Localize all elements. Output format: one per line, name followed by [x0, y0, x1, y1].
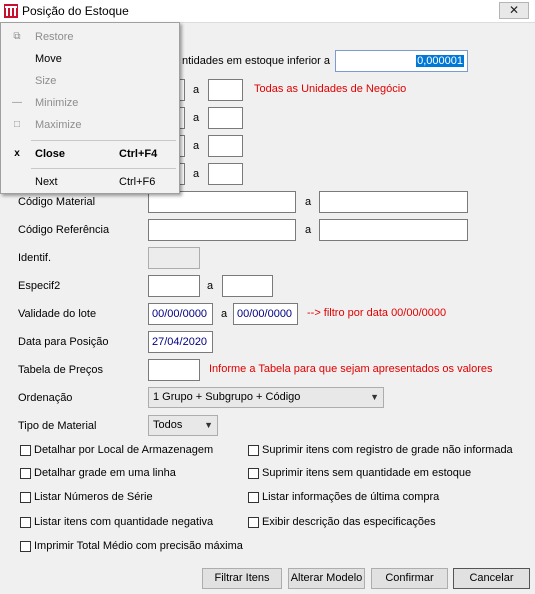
validade-from-input[interactable]: 00/00/0000: [148, 303, 213, 325]
codigo-material-to-input[interactable]: [319, 191, 468, 213]
identif-label: Identif.: [18, 252, 52, 264]
especif2-a-label: a: [207, 280, 214, 292]
especif2-to-input[interactable]: [222, 275, 273, 297]
validade-a-label: a: [221, 308, 228, 320]
minimize-icon: —: [12, 97, 22, 108]
menu-separator: [31, 140, 176, 141]
title-bar[interactable]: [0, 0, 535, 23]
menu-item-close[interactable]: x Close Ctrl+F4: [1, 143, 179, 165]
tabela-precos-label: Tabela de Preços: [18, 364, 103, 376]
checkbox[interactable]: [20, 541, 31, 552]
menu-item-move[interactable]: Move: [35, 53, 62, 65]
range3-to-input[interactable]: [208, 135, 243, 157]
checkbox[interactable]: [248, 517, 259, 528]
close-window-button[interactable]: [499, 2, 529, 19]
menu-item-next[interactable]: Next Ctrl+F6: [35, 176, 156, 188]
ordenacao-value: 1 Grupo + Subgrupo + Código: [153, 391, 301, 403]
ordenacao-select[interactable]: [148, 387, 384, 408]
chevron-down-icon: ▼: [370, 392, 379, 402]
tipo-material-value: Todos: [153, 419, 183, 431]
confirmar-button[interactable]: Confirmar: [371, 568, 448, 589]
checkbox[interactable]: [20, 492, 31, 503]
unidade-a-label: a: [193, 84, 200, 96]
menu-item-restore[interactable]: ⧉ Restore: [1, 26, 179, 48]
data-posicao-label: Data para Posição: [18, 336, 109, 348]
range3-a-label: a: [193, 140, 200, 152]
checkbox[interactable]: [20, 517, 31, 528]
maximize-icon: □: [13, 119, 21, 130]
window-title: Posição do Estoque: [22, 4, 129, 18]
ordenacao-label: Ordenação: [18, 392, 73, 404]
menu-item-minimize[interactable]: — Minimize: [1, 92, 179, 114]
tipo-material-label: Tipo de Material: [18, 420, 97, 432]
menu-item-maximize[interactable]: □ Maximize: [1, 114, 179, 136]
chevron-down-icon: ▼: [204, 420, 213, 430]
codigo-referencia-a-label: a: [305, 224, 312, 236]
todas-unidades-hint: Todas as Unidades de Negócio: [254, 83, 407, 95]
checkbox[interactable]: [20, 468, 31, 479]
system-menu: [0, 22, 180, 194]
menu-item-size[interactable]: Size: [35, 75, 57, 87]
filtrar-itens-button[interactable]: Filtrar Itens: [202, 568, 282, 589]
range4-a-label: a: [193, 168, 200, 180]
checkbox[interactable]: [248, 468, 259, 479]
data-posicao-input[interactable]: 27/04/2020: [148, 331, 213, 353]
close-icon: ✕: [508, 3, 520, 17]
codigo-referencia-to-input[interactable]: [319, 219, 468, 241]
checkbox[interactable]: [248, 445, 259, 456]
identif-input: [148, 247, 200, 269]
range4-to-input[interactable]: [208, 163, 243, 185]
validade-label: Validade do lote: [18, 308, 97, 320]
tabela-precos-hint: Informe a Tabela para que sejam apresentados os valores: [209, 363, 493, 375]
especif2-from-input[interactable]: [148, 275, 200, 297]
qty-threshold-label: ntidades em estoque inferior a: [182, 55, 330, 67]
codigo-material-from-input[interactable]: [148, 191, 296, 213]
validade-hint: --> filtro por data 00/00/0000: [307, 307, 447, 319]
range2-a-label: a: [193, 112, 200, 124]
checkbox[interactable]: [248, 492, 259, 503]
cancelar-button[interactable]: Cancelar: [453, 568, 530, 589]
checkbox[interactable]: [20, 445, 31, 456]
unidade-to-input[interactable]: [208, 79, 243, 101]
codigo-referencia-from-input[interactable]: [148, 219, 296, 241]
range2-to-input[interactable]: [208, 107, 243, 129]
restore-icon: ⧉: [13, 31, 21, 42]
close-icon: x: [14, 148, 20, 159]
codigo-referencia-label: Código Referência: [18, 224, 110, 236]
tabela-precos-input[interactable]: [148, 359, 200, 381]
validade-to-input[interactable]: 00/00/0000: [233, 303, 298, 325]
app-logo-icon[interactable]: [4, 4, 18, 18]
window: Posição do Estoque ✕ ntidades em estoque inferior a 0,000001 a Todas as Unidades de Negócio a a a Código Material a Código Referência a Identif. Especif2 a Validade do lote 00/00/0000 a 00/00/0000 --> filtro por data 00/00/0000 Data para Posição 27/04/2020 Tabela de Preços Informe a Tabela para que sejam apresentados os valores Ordenação 1 Grupo + Subgrupo + Código ▼ Tipo de Material Todos ▼ Detalhar por Local de Armazenagem Suprimir itens com registro de grade não informada Detalhar grade em uma linha Suprimir itens sem quantidade em estoque Listar Números de Série Listar informações de última compra Listar itens com quantidade negativa Exibir descrição das especificações Imprimir Total Médio com precisão máxima Filtrar Itens Alterar Modelo Confirmar Cancelar ⧉ Restore Move Size — Minimize □ Maximize x Close Ctrl+F4 Next Ctrl+F6: [0, 0, 535, 594]
alterar-modelo-button[interactable]: Alterar Modelo: [288, 568, 365, 589]
codigo-material-label: Código Material: [18, 196, 96, 208]
codigo-material-a-label: a: [305, 196, 312, 208]
qty-threshold-input[interactable]: 0,000001: [335, 50, 468, 72]
menu-separator: [31, 168, 176, 169]
especif2-label: Especif2: [18, 280, 61, 292]
tipo-material-select[interactable]: [148, 415, 218, 436]
